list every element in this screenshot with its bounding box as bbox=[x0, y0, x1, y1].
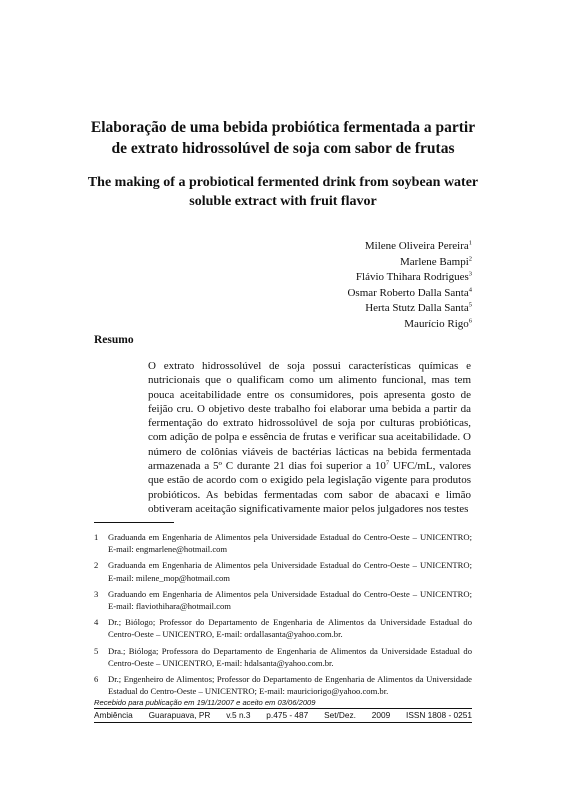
author-name: Milene Oliveira Pereira bbox=[364, 240, 469, 252]
footnote bbox=[94, 673, 472, 697]
title-portuguese bbox=[60, 117, 506, 159]
author bbox=[347, 317, 472, 333]
footnote-number: 2 bbox=[94, 560, 99, 571]
journal-issn: ISSN 1808 - 0251 bbox=[406, 710, 472, 720]
author bbox=[347, 255, 472, 271]
title-english bbox=[60, 173, 506, 211]
author-list bbox=[347, 239, 472, 333]
footnote bbox=[94, 531, 472, 555]
resumo-heading: Resumo bbox=[94, 334, 134, 346]
footnote-number: 6 bbox=[94, 674, 99, 685]
footnote-list bbox=[94, 531, 472, 701]
footnote-divider bbox=[94, 522, 174, 523]
author-ref: 3 bbox=[468, 270, 472, 278]
footnote bbox=[94, 559, 472, 583]
footnote-text: Dr.; Engenheiro de Alimentos; Professor do Departamento de Engenharia de Alimentos da Universidade Estadual do Centro-Oeste – UNICENTRO; E-mail: mauriciorigo@yahoo.com.br. bbox=[108, 674, 472, 697]
author bbox=[347, 286, 472, 302]
title-pt-line-2: de extrato hidrossolúvel de soja com sabor de frutas bbox=[111, 140, 455, 157]
author bbox=[347, 270, 472, 286]
footnote bbox=[94, 645, 472, 669]
footnote-number: 4 bbox=[94, 617, 99, 628]
footnote-text: Dr.; Biólogo; Professor do Departamento de Engenharia de Alimentos da Universidade Estadual do Centro-Oeste – UNICENTRO, E-mail: ordallasanta@yahoo.com.br. bbox=[108, 617, 472, 640]
title-en-line-1: The making of a probiotical fermented drink from soybean water bbox=[87, 175, 479, 190]
abstract-exponent: 7 bbox=[385, 459, 390, 467]
author-ref: 2 bbox=[468, 254, 472, 262]
journal-city: Guarapuava, PR bbox=[148, 710, 211, 720]
author-name: Osmar Roberto Dalla Santa bbox=[347, 286, 469, 299]
abstract-paragraph bbox=[148, 359, 471, 516]
author-ref: 6 bbox=[468, 317, 472, 325]
footnote-number: 3 bbox=[94, 588, 99, 599]
title-en-line-2: soluble extract with fruit flavor bbox=[189, 194, 377, 209]
author-name: Herta Stutz Dalla Santa bbox=[365, 302, 469, 315]
footnote-number: 5 bbox=[94, 645, 99, 656]
author-ref: 5 bbox=[468, 301, 472, 309]
footnote bbox=[94, 588, 472, 612]
author-name: Marlene Bampi bbox=[400, 255, 469, 268]
footnote-text: Dra.; Bióloga; Professora do Departamento de Engenharia de Alimentos da Universidade Estadual do Centro-Oeste – UNICENTRO, E-mail: hdalsanta@yahoo.com.br. bbox=[108, 645, 472, 668]
abstract-text-part2: UFC/mL, valores que estão de acordo com o exigido pela legislação vigente para produtos probióticos. As bebidas fermentadas com sabor de abacaxi e limão obtiveram aceitação significativamente maior pelos julgadores nos testes bbox=[148, 460, 471, 515]
journal-period: Set/Dez. bbox=[324, 710, 356, 720]
author-ref: 4 bbox=[468, 286, 472, 294]
journal-info-line bbox=[94, 710, 472, 720]
journal-rule-top bbox=[94, 708, 472, 709]
author bbox=[347, 301, 472, 317]
journal-pages: p.475 - 487 bbox=[266, 710, 309, 720]
footnote-text: Graduando em Engenharia de Alimentos pela Universidade Estadual do Centro-Oeste – UNICENTRO; E-mail: flaviothihara@hotmail.com bbox=[108, 588, 472, 612]
abstract-text-part1: O extrato hidrossolúvel de soja possui características químicas e nutricionais que o qualificam como um alimento funcional, mas tem pouca aceitabilidade entre os consumidores, pois apresenta gosto de feijão cru. O objetivo deste trabalho foi elaborar uma bebida a partir da fermentação do extrato hidrossolúvel de soja por culturas probióticas, com adição de polpa e essência de frutas e verificar sua aceitabilidade. O número de colônias viáveis de bactérias lácticas na bebida fermentada armazenada a 5º C durante 21 dias foi superior a 10 bbox=[148, 360, 471, 473]
author-name: Flávio Thihara Rodrigues bbox=[355, 271, 469, 284]
author bbox=[347, 239, 472, 255]
journal-year: 2009 bbox=[371, 710, 391, 720]
journal-volume: v.5 n.3 bbox=[226, 710, 251, 720]
author-name: Maurício Rigo bbox=[404, 317, 469, 330]
footnote-number: 1 bbox=[94, 532, 99, 542]
journal-rule-bottom bbox=[94, 722, 472, 723]
received-date-note: Recebido para publicação em 19/11/2007 e aceito em 03/06/2009 bbox=[94, 698, 316, 707]
journal-name: Ambiência bbox=[94, 710, 133, 720]
footnote-text: Graduanda em Engenharia de Alimentos pela Universidade Estadual do Centro-Oeste – UNICENTRO; E-mail: milene_mop@hotmail.com bbox=[108, 560, 472, 583]
author-ref: 1 bbox=[468, 239, 472, 247]
footnote-text: Graduanda em Engenharia de Alimentos pela Universidade Estadual do Centro-Oeste – UNICENTRO; E-mail: engmarlene@hotmail.com bbox=[108, 532, 472, 555]
footnote bbox=[94, 616, 472, 640]
title-pt-line-1: Elaboração de uma bebida probiótica fermentada a partir bbox=[90, 119, 476, 136]
